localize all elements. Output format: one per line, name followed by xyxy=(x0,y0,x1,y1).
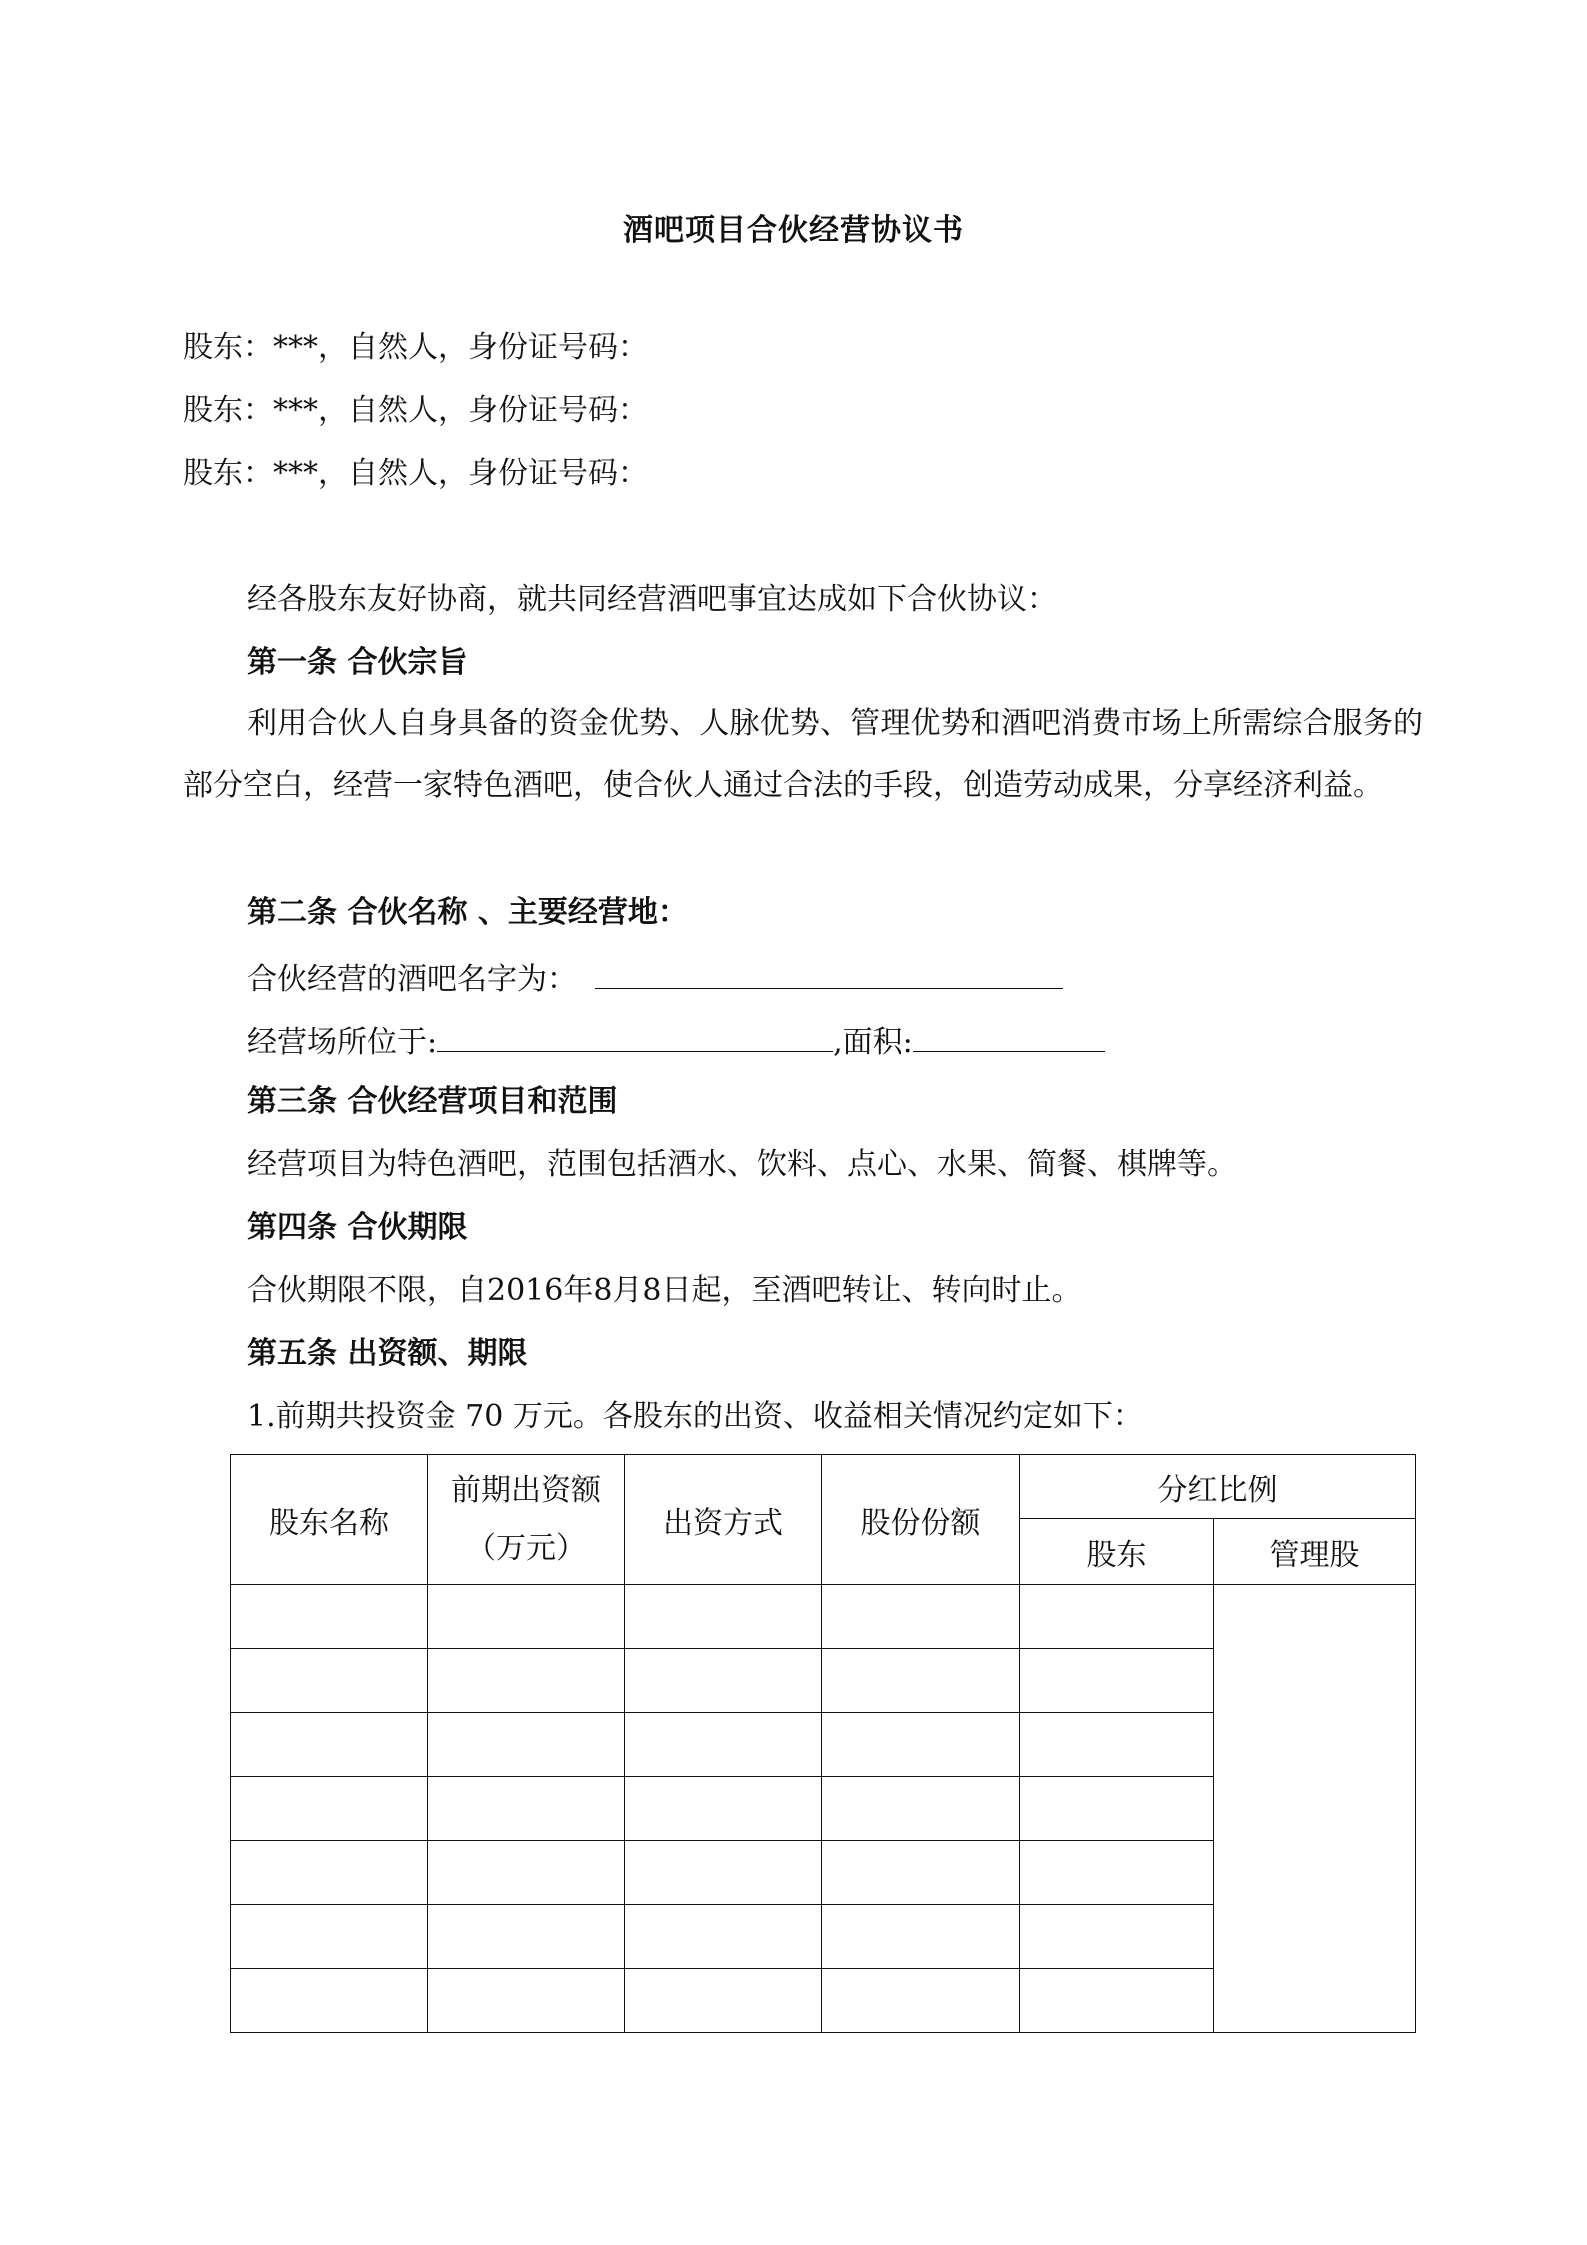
article5-item1: 1.前期共投资金 70 万元。各股东的出资、收益相关情况约定如下： xyxy=(247,1399,1143,1434)
cell-initial-capital[interactable] xyxy=(428,1777,625,1841)
cell-contribution-method[interactable] xyxy=(625,1841,822,1905)
cell-dividend-shareholder[interactable] xyxy=(1020,1777,1214,1841)
location-line xyxy=(247,1019,1105,1063)
header-shareholder-name: 股东名称 xyxy=(231,1455,428,1585)
bar-name-label: 合伙经营的酒吧名字为： xyxy=(247,962,577,997)
cell-share-amount[interactable] xyxy=(822,1969,1020,2033)
bar-name-line xyxy=(247,956,1063,1000)
cell-share-amount[interactable] xyxy=(822,1777,1020,1841)
header-initial-capital-line1: 前期出资额 xyxy=(451,1472,601,1508)
cell-shareholder-name[interactable] xyxy=(231,1905,428,1969)
header-contribution-method: 出资方式 xyxy=(625,1455,822,1585)
cell-dividend-shareholder[interactable] xyxy=(1020,1585,1214,1649)
cell-management-share[interactable] xyxy=(1214,1585,1416,2033)
area-label: ,面积: xyxy=(833,1025,913,1060)
cell-dividend-shareholder[interactable] xyxy=(1020,1713,1214,1777)
cell-share-amount[interactable] xyxy=(822,1905,1020,1969)
cell-share-amount[interactable] xyxy=(822,1841,1020,1905)
header-dividend-shareholder: 股东 xyxy=(1020,1519,1214,1585)
cell-initial-capital[interactable] xyxy=(428,1713,625,1777)
article3-body: 经营项目为特色酒吧，范围包括酒水、饮料、点心、水果、简餐、棋牌等。 xyxy=(247,1147,1237,1182)
document-title: 酒吧项目合伙经营协议书 xyxy=(623,213,964,248)
cell-dividend-shareholder[interactable] xyxy=(1020,1841,1214,1905)
area-blank[interactable] xyxy=(913,1019,1105,1052)
shareholder-line-3: 股东：***，自然人，身份证号码： xyxy=(183,456,648,491)
article4-body: 合伙期限不限，自2016年8月8日起，至酒吧转让、转向时止。 xyxy=(247,1273,1082,1308)
cell-initial-capital[interactable] xyxy=(428,1841,625,1905)
table-header-row xyxy=(231,1455,1416,1519)
cell-contribution-method[interactable] xyxy=(625,1777,822,1841)
cell-contribution-method[interactable] xyxy=(625,1649,822,1713)
article2-heading: 第二条 合伙名称 、主要经营地： xyxy=(247,895,688,930)
header-dividend-management: 管理股 xyxy=(1214,1519,1416,1585)
capital-table xyxy=(230,1454,1416,2033)
cell-initial-capital[interactable] xyxy=(428,1649,625,1713)
shareholder-line-1: 股东：***，自然人，身份证号码： xyxy=(183,330,648,365)
cell-dividend-shareholder[interactable] xyxy=(1020,1649,1214,1713)
cell-shareholder-name[interactable] xyxy=(231,1713,428,1777)
article4-heading: 第四条 合伙期限 xyxy=(247,1210,468,1245)
article1-heading: 第一条 合伙宗旨 xyxy=(247,645,468,680)
bar-name-blank[interactable] xyxy=(595,956,1063,989)
cell-contribution-method[interactable] xyxy=(625,1713,822,1777)
article5-heading: 第五条 出资额、期限 xyxy=(247,1336,528,1371)
cell-share-amount[interactable] xyxy=(822,1649,1020,1713)
intro-paragraph: 经各股东友好协商，就共同经营酒吧事宜达成如下合伙协议： xyxy=(247,582,1057,617)
article1-body: 利用合伙人自身具备的资金优势、人脉优势、管理优势和酒吧消费市场上所需综合服务的部分空白，经营一家特色酒吧，使合伙人通过合法的手段，创造劳动成果，分享经济利益。 xyxy=(183,706,1423,803)
cell-share-amount[interactable] xyxy=(822,1713,1020,1777)
header-initial-capital-line2: （万元） xyxy=(466,1530,586,1566)
cell-shareholder-name[interactable] xyxy=(231,1969,428,2033)
cell-dividend-shareholder[interactable] xyxy=(1020,1969,1214,2033)
cell-share-amount[interactable] xyxy=(822,1585,1020,1649)
header-initial-capital xyxy=(428,1455,625,1585)
table-row xyxy=(231,1585,1416,1649)
article3-heading: 第三条 合伙经营项目和范围 xyxy=(247,1084,618,1119)
header-share-amount: 股份份额 xyxy=(822,1455,1020,1585)
shareholder-line-2: 股东：***，自然人，身份证号码： xyxy=(183,393,648,428)
cell-initial-capital[interactable] xyxy=(428,1905,625,1969)
cell-contribution-method[interactable] xyxy=(625,1969,822,2033)
cell-initial-capital[interactable] xyxy=(428,1585,625,1649)
cell-shareholder-name[interactable] xyxy=(231,1841,428,1905)
cell-contribution-method[interactable] xyxy=(625,1905,822,1969)
cell-dividend-shareholder[interactable] xyxy=(1020,1905,1214,1969)
header-dividend-ratio: 分红比例 xyxy=(1020,1455,1416,1519)
location-label: 经营场所位于: xyxy=(247,1025,438,1060)
cell-initial-capital[interactable] xyxy=(428,1969,625,2033)
cell-shareholder-name[interactable] xyxy=(231,1777,428,1841)
location-blank[interactable] xyxy=(437,1019,833,1052)
cell-shareholder-name[interactable] xyxy=(231,1649,428,1713)
cell-shareholder-name[interactable] xyxy=(231,1585,428,1649)
cell-contribution-method[interactable] xyxy=(625,1585,822,1649)
